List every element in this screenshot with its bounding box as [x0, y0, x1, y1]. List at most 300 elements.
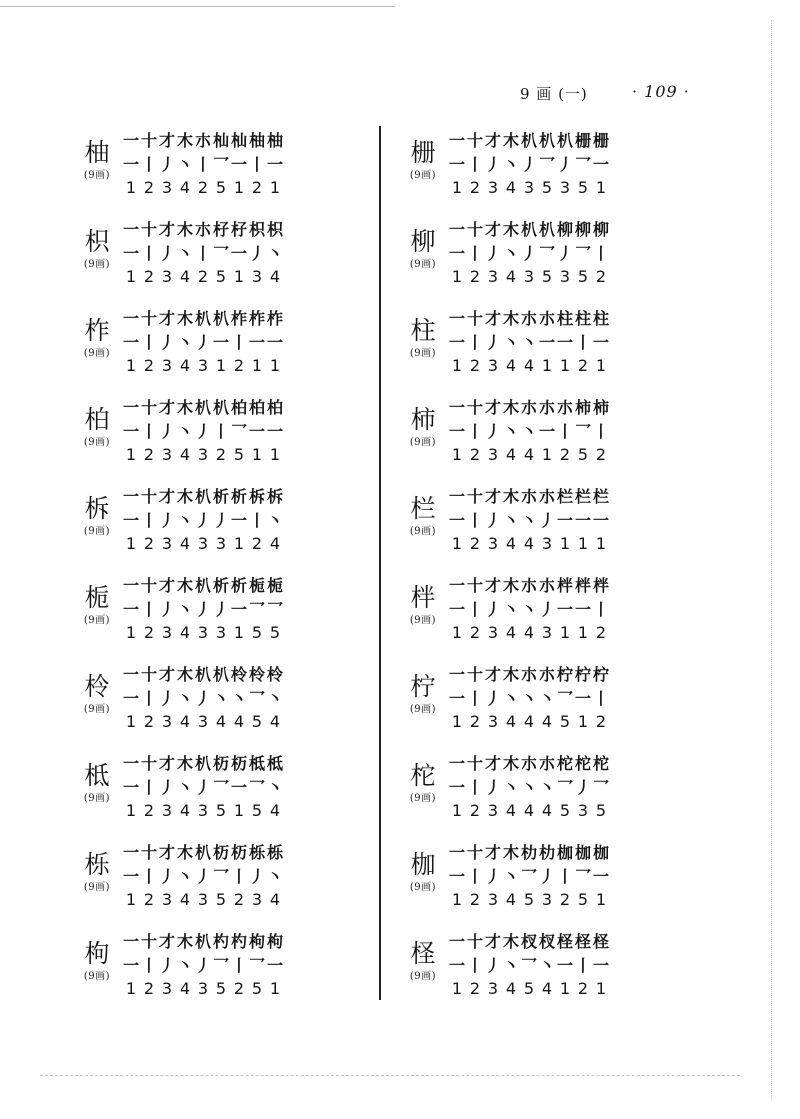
stroke-progression-item: 柃 — [248, 664, 265, 684]
stroke-shapes-item: 丨 — [194, 154, 211, 174]
stroke-progression-item: 十 — [140, 931, 157, 951]
stroke-codes-item: 1 — [125, 800, 137, 820]
stroke-shapes-item: 丨 — [466, 332, 483, 352]
stroke-codes-item: 4 — [233, 711, 245, 731]
stroke-codes — [448, 887, 610, 911]
stroke-codes-item: 1 — [269, 978, 281, 998]
stroke-progression-item: 十 — [140, 308, 157, 328]
stroke-progression-item: 栏 — [592, 486, 609, 506]
stroke-progression-item: 十 — [140, 219, 157, 239]
stroke-shapes-item: 丨 — [556, 866, 573, 886]
stroke-codes-item: 4 — [505, 978, 517, 998]
stroke-shapes-item: 丶 — [520, 510, 537, 530]
headword — [398, 761, 448, 805]
stroke-codes-item: 1 — [559, 533, 571, 553]
page-number: · 109 · — [632, 82, 690, 101]
stroke-codes-item: 4 — [523, 711, 535, 731]
stroke-shapes-item: 丿 — [194, 777, 211, 797]
stroke-codes-item: 4 — [179, 444, 191, 464]
stroke-progression-item: 杍 — [212, 219, 229, 239]
stroke-progression-item: 朳 — [194, 664, 211, 684]
stroke-progression-item: 才 — [484, 575, 501, 595]
stroke-codes-item: 2 — [559, 444, 571, 464]
stroke-codes-item: 1 — [125, 711, 137, 731]
stroke-progression-item: 柈 — [592, 575, 609, 595]
stroke-codes-item: 3 — [161, 622, 173, 642]
stroke-shapes-item: 丨 — [592, 599, 609, 619]
char-entry — [72, 743, 382, 831]
stroke-codes-item: 2 — [577, 355, 589, 375]
stroke-codes-item: 5 — [215, 978, 227, 998]
stroke-codes-item: 1 — [595, 978, 607, 998]
stroke-progression — [448, 483, 610, 507]
stroke-codes-item: 3 — [487, 800, 499, 820]
stroke-progression-item: 木 — [176, 130, 193, 150]
stroke-progression-item: 栎 — [266, 842, 283, 862]
headword — [398, 316, 448, 360]
stroke-shapes-item: 丿 — [158, 510, 175, 530]
stroke-progression-item: 朩 — [538, 664, 555, 684]
stroke-shapes-item: 一 — [556, 955, 573, 975]
stroke-progression-item: 十 — [466, 308, 483, 328]
stroke-codes-item: 4 — [269, 711, 281, 731]
stroke-codes-item: 4 — [505, 355, 517, 375]
stroke-progression-item: 一 — [448, 753, 465, 773]
stroke-progression-item: 朩 — [520, 308, 537, 328]
stroke-shapes-item: 丨 — [466, 955, 483, 975]
stroke-codes-item: 3 — [487, 622, 499, 642]
headword-char: 栅 — [410, 138, 436, 167]
stroke-shapes-item: 乛 — [248, 688, 265, 708]
stroke-shapes-item: 丿 — [194, 688, 211, 708]
stroke-shapes-item: 丶 — [502, 955, 519, 975]
stroke-shapes-item: 丶 — [538, 955, 555, 975]
stroke-shapes-item: 丿 — [538, 599, 555, 619]
stroke-shapes-item: 丿 — [194, 599, 211, 619]
stroke-shapes-item: 一 — [448, 332, 465, 352]
stroke-codes-item: 1 — [451, 889, 463, 909]
stroke-codes — [122, 531, 284, 555]
stroke-shapes — [448, 418, 610, 442]
stroke-shapes-item: 丶 — [176, 688, 193, 708]
stroke-shapes-item: 乛 — [248, 955, 265, 975]
stroke-shapes-item: 一 — [448, 599, 465, 619]
stroke-progression-item: 栀 — [266, 575, 283, 595]
headword-char: 柃 — [84, 672, 110, 701]
headword — [72, 583, 122, 627]
stroke-count: (9画) — [83, 793, 111, 804]
stroke-shapes-item: 丶 — [176, 777, 193, 797]
stroke-progression-item: 朳 — [212, 664, 229, 684]
stroke-progression-item: 柿 — [592, 397, 609, 417]
stroke-progression-item: 才 — [484, 219, 501, 239]
stroke-codes-item: 1 — [125, 978, 137, 998]
stroke-codes-item: 2 — [469, 622, 481, 642]
stroke-progression-item: 一 — [448, 397, 465, 417]
stroke-progression-item: 杈 — [520, 931, 537, 951]
stroke-shapes — [122, 685, 284, 709]
stroke-progression-item: 柢 — [248, 753, 265, 773]
stroke-codes-item: 3 — [161, 711, 173, 731]
stroke-shapes-item: 一 — [122, 688, 139, 708]
stroke-shapes-item: 丿 — [194, 866, 211, 886]
stroke-shapes-item: 乛 — [212, 866, 229, 886]
stroke-progression — [122, 127, 284, 151]
stroke-codes-item: 1 — [269, 444, 281, 464]
stroke-codes-item: 4 — [505, 533, 517, 553]
char-entry — [72, 565, 382, 653]
stroke-progression-item: 才 — [484, 308, 501, 328]
stroke-progression-item: 木 — [176, 842, 193, 862]
stroke-codes-item: 2 — [469, 800, 481, 820]
stroke-shapes-item: 一 — [556, 599, 573, 619]
stroke-progression-item: 才 — [158, 308, 175, 328]
stroke-shapes-item: 一 — [266, 421, 283, 441]
stroke-shapes-item: 一 — [230, 777, 247, 797]
stroke-count: (9画) — [83, 882, 111, 893]
stroke-shapes-item: 一 — [448, 421, 465, 441]
stroke-progression-item: 朩 — [520, 486, 537, 506]
stroke-shapes-item: 丶 — [176, 955, 193, 975]
stroke-shapes-item: 一 — [122, 510, 139, 530]
stroke-codes-item: 3 — [487, 889, 499, 909]
stroke-progression-item: 一 — [448, 842, 465, 862]
stroke-shapes-item: 丶 — [266, 866, 283, 886]
stroke-shapes-item: 丿 — [574, 777, 591, 797]
stroke-codes-item: 3 — [161, 800, 173, 820]
stroke-codes-item: 1 — [559, 622, 571, 642]
stroke-shapes-item: 丿 — [212, 599, 229, 619]
stroke-progression-item: 柽 — [574, 931, 591, 951]
stroke-progression-item: 柽 — [556, 931, 573, 951]
stroke-progression — [448, 394, 610, 418]
stroke-codes — [448, 976, 610, 1000]
stroke-codes-item: 3 — [161, 355, 173, 375]
stroke-progression-item: 才 — [158, 931, 175, 951]
stroke-shapes-item: 丨 — [466, 510, 483, 530]
stroke-codes-item: 1 — [125, 177, 137, 197]
stroke-codes-item: 5 — [215, 800, 227, 820]
stroke-shapes-item: 丿 — [484, 243, 501, 263]
stroke-codes-item: 4 — [541, 978, 553, 998]
stroke-codes-item: 2 — [143, 177, 155, 197]
stroke-codes-item: 3 — [161, 177, 173, 197]
stroke-codes-item: 4 — [505, 889, 517, 909]
stroke-shapes-item: 丿 — [194, 510, 211, 530]
stroke-shapes-item: 丶 — [502, 777, 519, 797]
stroke-shapes-item: 一 — [592, 154, 609, 174]
stroke-progression — [448, 661, 610, 685]
headword — [72, 761, 122, 805]
stroke-count: (9画) — [83, 170, 111, 181]
stroke-shapes-item: 丨 — [140, 599, 157, 619]
stroke-progression-item: 才 — [158, 130, 175, 150]
stroke-shapes-item: 一 — [122, 599, 139, 619]
stroke-codes-item: 5 — [541, 266, 553, 286]
stroke-shapes-item: 乛 — [574, 154, 591, 174]
stroke-shapes-item: 一 — [266, 154, 283, 174]
stroke-shapes-item: 丿 — [158, 866, 175, 886]
stroke-codes-item: 3 — [197, 444, 209, 464]
stroke-codes-item: 5 — [251, 711, 263, 731]
stroke-codes-item: 3 — [487, 266, 499, 286]
stroke-progression — [122, 839, 284, 863]
stroke-shapes-item: 丨 — [248, 510, 265, 530]
stroke-shapes-item: 丨 — [248, 154, 265, 174]
stroke-codes-item: 5 — [577, 444, 589, 464]
stroke-progression-item: 杍 — [230, 219, 247, 239]
stroke-count: (9画) — [83, 971, 111, 982]
stroke-codes-item: 4 — [179, 533, 191, 553]
stroke-progression-item: 柱 — [592, 308, 609, 328]
stroke-codes-item: 1 — [451, 355, 463, 375]
stroke-shapes-item: 丿 — [484, 777, 501, 797]
stroke-progression-item: 朩 — [538, 753, 555, 773]
headword — [398, 939, 448, 983]
stroke-codes-item: 2 — [469, 266, 481, 286]
stroke-progression-item: 枳 — [266, 219, 283, 239]
stroke-codes — [448, 620, 610, 644]
stroke-shapes-item: 丶 — [502, 332, 519, 352]
stroke-progression-item: 柃 — [266, 664, 283, 684]
stroke-codes-item: 3 — [559, 266, 571, 286]
stroke-progression-item: 木 — [176, 486, 193, 506]
stroke-progression-item: 柃 — [230, 664, 247, 684]
headword-char: 枷 — [410, 850, 436, 879]
stroke-progression-item: 栏 — [574, 486, 591, 506]
stroke-shapes-item: 丿 — [158, 421, 175, 441]
stroke-shapes-item: 丶 — [502, 510, 519, 530]
stroke-shapes-item: 一 — [230, 243, 247, 263]
stroke-codes-item: 4 — [505, 711, 517, 731]
stroke-shapes-item: 丨 — [140, 955, 157, 975]
stroke-progression-item: 柞 — [248, 308, 265, 328]
stroke-progression-item: 才 — [484, 753, 501, 773]
stroke-shapes — [122, 596, 284, 620]
stroke-shapes-item: 丨 — [230, 332, 247, 352]
stroke-codes-item: 4 — [179, 800, 191, 820]
stroke-codes-item: 5 — [595, 800, 607, 820]
headword — [72, 227, 122, 271]
stroke-progression-item: 杓 — [212, 931, 229, 951]
char-entry — [398, 921, 708, 1009]
stroke-shapes-item: 丿 — [158, 777, 175, 797]
stroke-shapes-item: 丶 — [502, 688, 519, 708]
stroke-progression-item: 十 — [466, 664, 483, 684]
stroke-progression-item: 才 — [158, 486, 175, 506]
stroke-shapes-item: 乛 — [574, 243, 591, 263]
stroke-shapes-item: 一 — [574, 599, 591, 619]
stroke-progression-item: 木 — [502, 931, 519, 951]
stroke-codes-item: 3 — [523, 266, 535, 286]
stroke-codes-item: 1 — [125, 355, 137, 375]
stroke-progression-item: 柝 — [266, 486, 283, 506]
stroke-codes-item: 1 — [269, 177, 281, 197]
stroke-shapes-item: 一 — [212, 332, 229, 352]
stroke-progression-item: 柱 — [556, 308, 573, 328]
stroke-codes-item: 1 — [451, 622, 463, 642]
headword — [398, 138, 448, 182]
stroke-codes — [448, 442, 610, 466]
stroke-progression-item: 朳 — [556, 130, 573, 150]
stroke-shapes-item: 丿 — [556, 154, 573, 174]
headword-char: 栎 — [84, 850, 110, 879]
stroke-codes-item: 4 — [541, 800, 553, 820]
stroke-codes-item: 3 — [541, 533, 553, 553]
headword — [398, 227, 448, 271]
stroke-shapes — [448, 863, 610, 887]
stroke-codes-item: 3 — [487, 177, 499, 197]
stroke-progression-item: 十 — [466, 842, 483, 862]
char-entry — [72, 832, 382, 920]
stroke-shapes-item: 一 — [556, 332, 573, 352]
stroke-codes-item: 1 — [451, 978, 463, 998]
stroke-shapes-item: 乛 — [248, 599, 265, 619]
stroke-codes-item: 4 — [269, 266, 281, 286]
stroke-codes-item: 1 — [233, 800, 245, 820]
stroke-progression-item: 析 — [212, 575, 229, 595]
stroke-codes-item: 1 — [451, 177, 463, 197]
stroke-shapes-item: 丨 — [140, 688, 157, 708]
stroke-shapes-item: 一 — [122, 866, 139, 886]
stroke-shapes-item: 丿 — [484, 599, 501, 619]
stroke-count: (9画) — [409, 437, 437, 448]
stroke-progression-item: 朩 — [194, 219, 211, 239]
stroke-progression-item: 朳 — [194, 486, 211, 506]
stroke-shapes-item: 一 — [448, 510, 465, 530]
stroke-progression-item: 才 — [158, 842, 175, 862]
stroke-codes-item: 3 — [577, 800, 589, 820]
stroke-progression-item: 才 — [158, 664, 175, 684]
stroke-shapes-item: 乛 — [212, 154, 229, 174]
stroke-progression-item: 十 — [466, 130, 483, 150]
stroke-codes-item: 3 — [161, 533, 173, 553]
stroke-codes-item: 5 — [251, 622, 263, 642]
stroke-codes-item: 2 — [251, 177, 263, 197]
stroke-count: (9画) — [83, 348, 111, 359]
stroke-progression — [122, 305, 284, 329]
stroke-progression-item: 朳 — [212, 397, 229, 417]
char-entry — [398, 832, 708, 920]
stroke-codes-item: 4 — [523, 622, 535, 642]
stroke-shapes-item: 丶 — [538, 688, 555, 708]
char-entry — [398, 209, 708, 297]
stroke-shapes-item: 丶 — [176, 599, 193, 619]
headword-char: 柞 — [84, 316, 110, 345]
stroke-codes-item: 2 — [215, 444, 227, 464]
stroke-codes-item: 2 — [595, 622, 607, 642]
stroke-codes — [122, 709, 284, 733]
stroke-codes-item: 1 — [125, 533, 137, 553]
stroke-codes-item: 4 — [179, 889, 191, 909]
char-entry — [72, 209, 382, 297]
stroke-codes — [448, 709, 610, 733]
char-entry — [398, 654, 708, 742]
stroke-codes-item: 4 — [179, 622, 191, 642]
stroke-progression-item: 一 — [448, 575, 465, 595]
stroke-progression-item: 柏 — [230, 397, 247, 417]
stroke-codes-item: 3 — [541, 622, 553, 642]
stroke-progression — [122, 750, 284, 774]
stroke-count: (9画) — [83, 259, 111, 270]
stroke-shapes-item: 丿 — [484, 955, 501, 975]
stroke-codes-item: 1 — [451, 533, 463, 553]
stroke-codes-item: 2 — [143, 711, 155, 731]
stroke-codes-item: 1 — [233, 266, 245, 286]
stroke-progression-item: 一 — [122, 308, 139, 328]
stroke-shapes-item: 一 — [248, 421, 265, 441]
stroke-progression-item: 枷 — [592, 842, 609, 862]
stroke-count: (9画) — [409, 615, 437, 626]
stroke-shapes — [448, 774, 610, 798]
stroke-codes-item: 3 — [215, 622, 227, 642]
stroke-progression-item: 十 — [466, 575, 483, 595]
stroke-progression-item: 朳 — [194, 308, 211, 328]
stroke-progression-item: 一 — [122, 842, 139, 862]
stroke-codes-item: 4 — [179, 177, 191, 197]
stroke-codes-item: 1 — [577, 533, 589, 553]
stroke-progression-item: 栅 — [574, 130, 591, 150]
stroke-progression-item: 十 — [466, 219, 483, 239]
stroke-shapes-item: 乛 — [574, 866, 591, 886]
section-title: 9 画 (一) — [520, 85, 588, 103]
char-entry — [398, 298, 708, 386]
stroke-progression-item: 栏 — [556, 486, 573, 506]
stroke-progression-item: 十 — [466, 931, 483, 951]
stroke-shapes-item: 丿 — [158, 599, 175, 619]
stroke-progression-item: 才 — [484, 931, 501, 951]
headword — [398, 494, 448, 538]
stroke-shapes-item: 一 — [448, 777, 465, 797]
stroke-shapes-item: 乛 — [556, 777, 573, 797]
stroke-progression — [122, 394, 284, 418]
stroke-codes-item: 5 — [523, 889, 535, 909]
stroke-progression-item: 析 — [230, 486, 247, 506]
headword — [72, 316, 122, 360]
stroke-progression-item: 柁 — [556, 753, 573, 773]
stroke-progression-item: 栀 — [248, 575, 265, 595]
stroke-codes-item: 4 — [505, 444, 517, 464]
stroke-progression — [122, 928, 284, 952]
stroke-shapes-item: 丿 — [484, 154, 501, 174]
stroke-shapes-item: 丿 — [158, 955, 175, 975]
stroke-codes-item: 3 — [541, 889, 553, 909]
stroke-shapes-item: 丨 — [466, 866, 483, 886]
stroke-codes-item: 4 — [541, 711, 553, 731]
stroke-progression-item: 才 — [484, 842, 501, 862]
stroke-count: (9画) — [83, 437, 111, 448]
stroke-codes-item: 2 — [469, 889, 481, 909]
headword-char: 柁 — [410, 761, 436, 790]
stroke-progression-item: 柠 — [574, 664, 591, 684]
stroke-codes-item: 4 — [215, 711, 227, 731]
stroke-codes-item: 5 — [523, 978, 535, 998]
stroke-codes-item: 3 — [487, 533, 499, 553]
stroke-progression-item: 朳 — [194, 931, 211, 951]
stroke-progression-item: 十 — [466, 753, 483, 773]
char-entry — [72, 120, 382, 208]
stroke-shapes — [122, 507, 284, 531]
stroke-codes-item: 1 — [559, 355, 571, 375]
headword — [72, 494, 122, 538]
stroke-shapes-item: 丶 — [502, 154, 519, 174]
stroke-codes-item: 4 — [505, 622, 517, 642]
char-entry — [72, 387, 382, 475]
stroke-codes-item: 1 — [269, 355, 281, 375]
stroke-progression-item: 柞 — [230, 308, 247, 328]
stroke-shapes-item: 丿 — [212, 510, 229, 530]
stroke-shapes-item: 乛 — [538, 154, 555, 174]
